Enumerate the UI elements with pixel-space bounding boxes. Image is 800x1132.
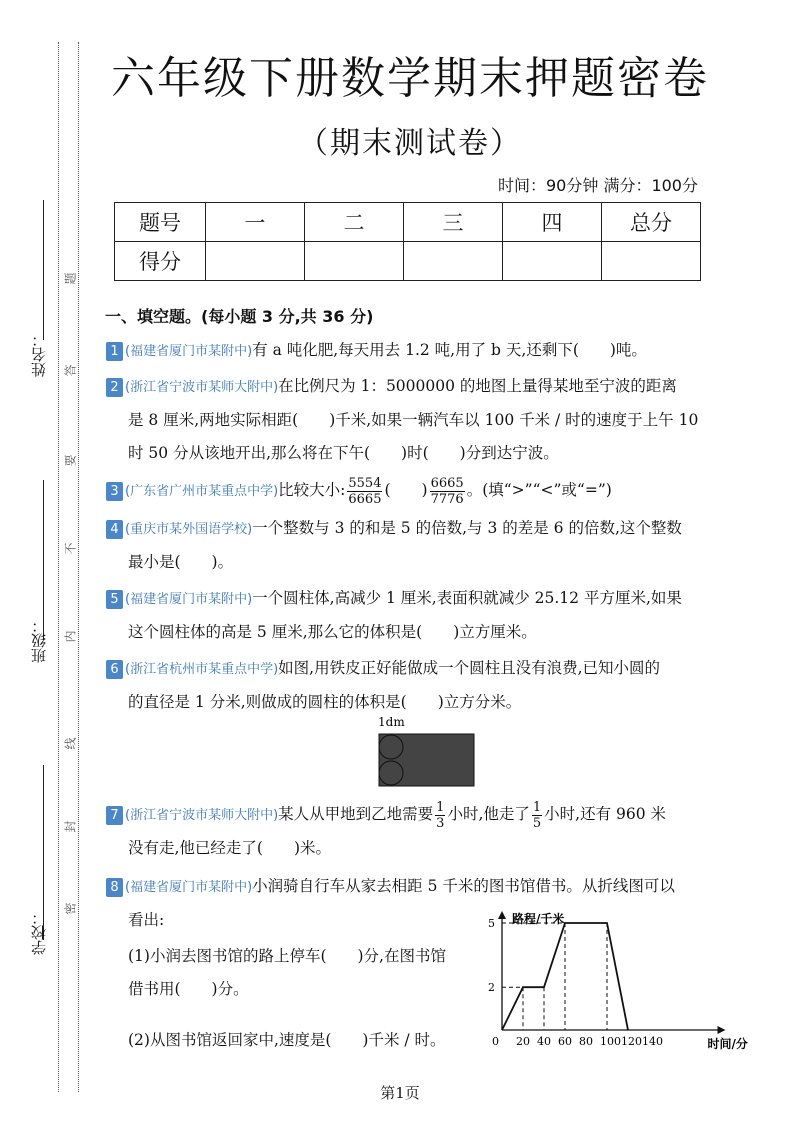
- distance-time-chart: [480, 905, 748, 1060]
- x-axis-label: 时间/分: [707, 1037, 748, 1051]
- question-number: 7: [106, 806, 123, 825]
- score-header-cell: 题号: [115, 203, 206, 242]
- x-tick-label: 60: [558, 1035, 572, 1048]
- score-table: [114, 202, 701, 281]
- score-cell[interactable]: [206, 242, 305, 281]
- question-3: [106, 474, 731, 508]
- question-6: [106, 652, 731, 719]
- question-source: (浙江省宁波市某师大附中): [125, 808, 279, 823]
- question-number: 4: [106, 520, 123, 539]
- denominator: 7776: [430, 491, 464, 507]
- question-text: 小时,还有 960 米: [544, 805, 667, 823]
- question-number: 1: [106, 342, 123, 361]
- score-table-header-row: [115, 203, 701, 242]
- question-text: 一个整数与 3 的和是 5 的倍数,与 3 的差是 6 的倍数,这个整数: [252, 519, 682, 537]
- seal-char: 线: [63, 737, 78, 750]
- score-cell[interactable]: [503, 242, 602, 281]
- x-tick-label: 80: [579, 1035, 593, 1048]
- question-4: [106, 512, 731, 579]
- question-number: 5: [106, 590, 123, 609]
- circle-shape: [379, 761, 403, 785]
- score-cell[interactable]: [602, 242, 701, 281]
- score-header-cell: 一: [206, 203, 305, 242]
- question-text: (1)小润去图书馆的路上停车( )分,在图书馆: [128, 947, 446, 965]
- question-5: [106, 582, 731, 649]
- score-header-cell: 二: [305, 203, 404, 242]
- question-text: 时 50 分从该地开出,那么将在下午( )时( )分到达宁波。: [128, 444, 559, 462]
- denominator: 6665: [348, 491, 382, 507]
- question-2: [106, 370, 731, 470]
- question-source: (浙江省宁波市某师大附中): [125, 380, 279, 395]
- figure-label: 1dm: [378, 715, 405, 729]
- question-1: [106, 334, 731, 368]
- question-text: 如图,用铁皮正好能做成一个圆柱且没有浪费,已知小圆的: [278, 659, 661, 677]
- numerator: 6665: [430, 475, 464, 491]
- page-title: 六年级下册数学期末押题密卷: [111, 53, 709, 104]
- question-number: 2: [106, 378, 123, 397]
- question-source: (广东省广州市某重点中学): [125, 484, 279, 499]
- question-text: 看出:: [128, 911, 165, 929]
- y-axis-arrow: [498, 911, 506, 919]
- question-source: (福建省厦门市某附中): [125, 592, 253, 607]
- score-cell[interactable]: [305, 242, 404, 281]
- question-7: [106, 798, 731, 865]
- question-text: 这个圆柱体的高是 5 厘米,那么它的体积是( )立方厘米。: [128, 623, 537, 641]
- question-text: 小润骑自行车从家去相距 5 千米的图书馆借书。从折线图可以: [252, 877, 675, 895]
- seal-char: 封: [63, 820, 78, 833]
- x-tick-label: 0: [492, 1035, 499, 1048]
- school-label: 学校：: [30, 910, 48, 955]
- cylinder-net-figure: [370, 714, 480, 790]
- question-text: 。(填“>”“<”或“=”): [466, 481, 612, 499]
- question-text: 在比例尺为 1：5000000 的地图上量得某地至宁波的距离: [278, 377, 677, 395]
- y-axis-label: 路程/千米: [512, 912, 565, 926]
- question-number: 3: [106, 482, 123, 501]
- x-axis-arrow: [718, 1026, 726, 1034]
- question-number: 6: [106, 660, 123, 679]
- name-underline: [43, 200, 44, 340]
- question-text: 借书用( )分。: [128, 980, 249, 998]
- question-text: 一个圆柱体,高减少 1 厘米,表面积就减少 25.12 平方厘米,如果: [252, 589, 682, 607]
- question-source: (福建省厦门市某附中): [125, 880, 253, 895]
- fraction: [532, 800, 542, 831]
- page-number: 第1页: [380, 1084, 420, 1102]
- score-header-cell: 三: [404, 203, 503, 242]
- seal-char: 答: [63, 364, 78, 377]
- score-table-score-row: [115, 242, 701, 281]
- fraction: [430, 476, 465, 507]
- numerator: 5554: [348, 475, 382, 491]
- question-text: 某人从甲地到乙地需要: [278, 805, 434, 823]
- numerator: 1: [532, 799, 542, 815]
- x-tick-label: 140: [642, 1035, 663, 1048]
- page-subtitle: （期末测试卷）: [298, 126, 522, 161]
- question-text: 小时,他走了: [447, 805, 530, 823]
- fraction: [435, 800, 445, 831]
- question-8-sub-1: [106, 940, 466, 1006]
- x-tick-label: 120: [621, 1035, 642, 1048]
- seal-char: 题: [63, 272, 78, 285]
- seal-char: 不: [63, 542, 78, 555]
- seal-char: 要: [63, 454, 78, 467]
- circle-shape: [379, 735, 403, 759]
- denominator: 3: [436, 815, 445, 831]
- question-text: 最小是( )。: [128, 553, 234, 571]
- binding-line-outer: [58, 42, 59, 1092]
- score-header-cell: 总分: [602, 203, 701, 242]
- question-text: 没有走,他已经走了( )米。: [128, 839, 332, 857]
- denominator: 5: [532, 815, 542, 831]
- question-text: 有 a 吨化肥,每天用去 1.2 吨,用了 b 天,还剩下( )吨。: [252, 341, 647, 359]
- question-text: 比较大小:: [278, 481, 346, 499]
- question-8-sub-2: [106, 1024, 466, 1057]
- class-label: 班级：: [30, 618, 48, 663]
- section-heading: 一、填空题。(每小题 3 分,共 36 分): [105, 307, 374, 326]
- score-header-cell: 四: [503, 203, 602, 242]
- binding-line-inner: [78, 42, 79, 1092]
- question-number: 8: [106, 878, 123, 897]
- y-tick-label: 2: [488, 981, 495, 995]
- question-source: (浙江省杭州市某重点中学): [125, 662, 279, 677]
- question-text: (2)从图书馆返回家中,速度是( )千米 / 时。: [128, 1031, 446, 1049]
- seal-char: 内: [63, 630, 78, 643]
- name-label: 姓名：: [30, 332, 48, 377]
- x-tick-label: 100: [600, 1035, 621, 1048]
- class-underline: [43, 480, 44, 640]
- question-text: 的直径是 1 分米,则做成的圆柱的体积是( )立方分米。: [128, 693, 522, 711]
- question-source: (重庆市某外国语学校): [125, 522, 253, 537]
- question-source: (福建省厦门市某附中): [125, 344, 253, 359]
- question-text: 是 8 厘米,两地实际相距( )千米,如果一辆汽车以 100 千米 / 时的速度于上午 10: [128, 411, 699, 429]
- score-row-label: 得分: [115, 242, 206, 281]
- numerator: 1: [436, 799, 445, 815]
- seal-char: 密: [63, 902, 78, 915]
- time-info: 时间：90分钟 满分：100分: [498, 176, 698, 195]
- x-tick-label: 20: [516, 1035, 530, 1048]
- fraction: [347, 476, 382, 507]
- score-cell[interactable]: [404, 242, 503, 281]
- y-tick-label: 5: [488, 917, 495, 930]
- x-tick-label: 40: [537, 1035, 551, 1048]
- answer-blank[interactable]: ( ): [384, 481, 428, 499]
